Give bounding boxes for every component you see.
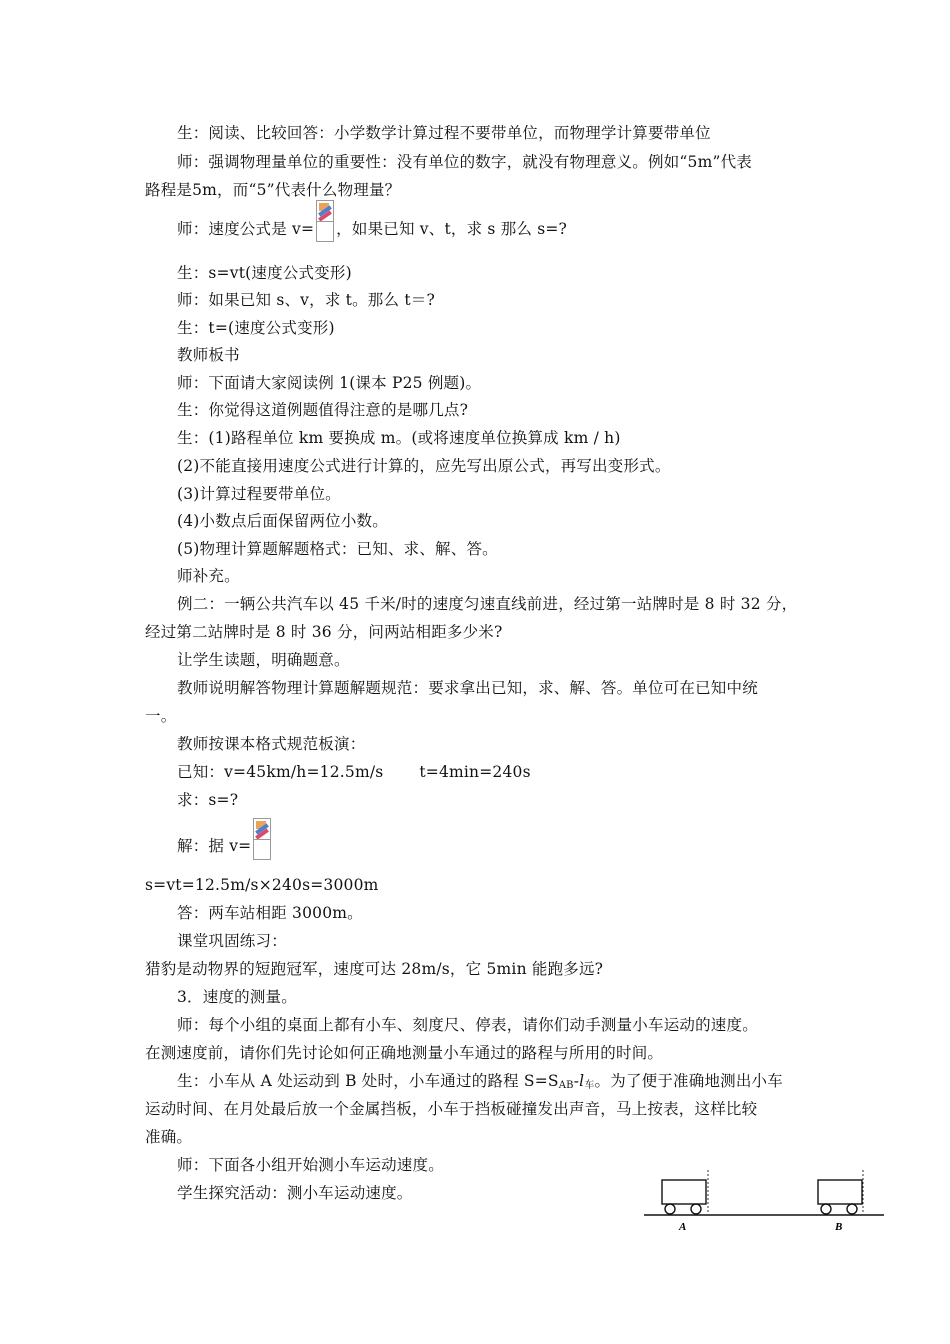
cart-b: [818, 1180, 862, 1204]
text-line: 生：你觉得这道例题值得注意的是哪几点?: [177, 401, 469, 419]
text-line: 课堂巩固练习：: [177, 932, 287, 950]
text-line: 准确。: [145, 1128, 193, 1146]
label-a: A: [679, 1221, 687, 1233]
formula-image-icon: [253, 818, 271, 860]
text-segment: -: [573, 1072, 580, 1090]
text-line: 路程是5m，而“5”代表什么物理量？: [145, 181, 401, 199]
variable: l: [579, 1072, 585, 1090]
text-line: (2)不能直接用速度公式进行计算的，应先写出原公式，再写出变形式。: [177, 457, 671, 475]
text-segment: ，如果已知 v、t，求 s 那么 s=?: [336, 220, 568, 238]
label-b: B: [835, 1221, 843, 1233]
text-line: 在测速度前，请你们先讨论如何正确地测量小车通过的路程与所用的时间。: [145, 1044, 664, 1062]
text-segment: 师：速度公式是 v=: [177, 220, 315, 238]
text-line: 让学生读题，明确题意。: [177, 651, 350, 669]
text-line: 一。: [145, 707, 177, 725]
text-line: 生：t=(速度公式变形): [177, 319, 335, 337]
text-line: 答：两车站相距 3000m。: [177, 904, 363, 922]
text-line: (4)小数点后面保留两位小数。: [177, 512, 388, 530]
text-line: 求：s=?: [177, 791, 239, 809]
text-line: 生：阅读、比较回答：小学数学计算过程不要带单位，而物理学计算要带单位: [177, 124, 711, 142]
cart-b-wheel: [821, 1204, 831, 1214]
text-line: 例二：一辆公共汽车以 45 千米/时的速度匀速直线前进，经过第一站牌时是 8 时 32 分，: [177, 595, 798, 613]
text-line: 运动时间、在月处最后放一个金属挡板，小车于挡板碰撞发出声音，马上按表，这样比较: [145, 1100, 758, 1118]
text-line: 师：强调物理量单位的重要性：没有单位的数字，就没有物理意义。例如“5m”代表: [177, 153, 753, 171]
text-line: 师：如果已知 s、v，求 t。那么 t＝?: [177, 291, 435, 309]
text-line: [177, 1071, 783, 1096]
cart-a-wheel: [691, 1204, 701, 1214]
cart-a-wheel: [665, 1204, 675, 1214]
text-line: 学生探究活动：测小车运动速度。: [177, 1184, 413, 1202]
subscript: 车: [584, 1080, 595, 1091]
cart-position-figure: [642, 1168, 886, 1234]
subscript: AB: [558, 1080, 574, 1091]
cart-a: [662, 1180, 706, 1204]
text-line: 师：下面请大家阅读例 1(课本 P25 例题)。: [177, 374, 482, 392]
text-line: 教师说明解答物理计算题解题规范：要求拿出已知，求、解、答。单位可在已知中统: [177, 679, 758, 697]
text-line: 师补充。: [177, 567, 240, 585]
text-line: 师：下面各小组开始测小车运动速度。: [177, 1156, 444, 1174]
formula-image-icon: [316, 200, 334, 242]
text-line: 师：每个小组的桌面上都有小车、刻度尺、停表，请你们动手测量小车运动的速度。: [177, 1016, 758, 1034]
text-segment: 解：据 v=: [177, 837, 252, 855]
text-line: 生：s=vt(速度公式变形): [177, 264, 352, 282]
text-line: 猎豹是动物界的短跑冠军，速度可达 28m/s，它 5min 能跑多远?: [145, 960, 604, 978]
cart-b-wheel: [847, 1204, 857, 1214]
text-line: (5)物理计算题解题格式：已知、求、解、答。: [177, 540, 498, 558]
text-line: 教师板书: [177, 346, 240, 364]
text-line: 生：(1)路程单位 km 要换成 m。(或将速度单位换算成 km / h): [177, 429, 621, 447]
formula-line: [177, 218, 567, 242]
section-heading: 3．速度的测量。: [177, 988, 297, 1006]
formula-line: [177, 834, 273, 860]
text-line: s=vt=12.5m/s×240s=3000m: [145, 876, 379, 894]
text-line: (3)计算过程要带单位。: [177, 485, 341, 503]
text-segment: 生：小车从 A 处运动到 B 处时，小车通过的路程 S=S: [177, 1072, 559, 1090]
text-line: 经过第二站牌时是 8 时 36 分，问两站相距多少米?: [145, 623, 503, 641]
text-line: 教师按课本格式规范板演：: [177, 735, 366, 753]
text-line: 已知：v=45km/h=12.5m/s t=4min=240s: [177, 763, 531, 781]
text-segment: 。为了便于准确地测出小车: [594, 1072, 783, 1090]
